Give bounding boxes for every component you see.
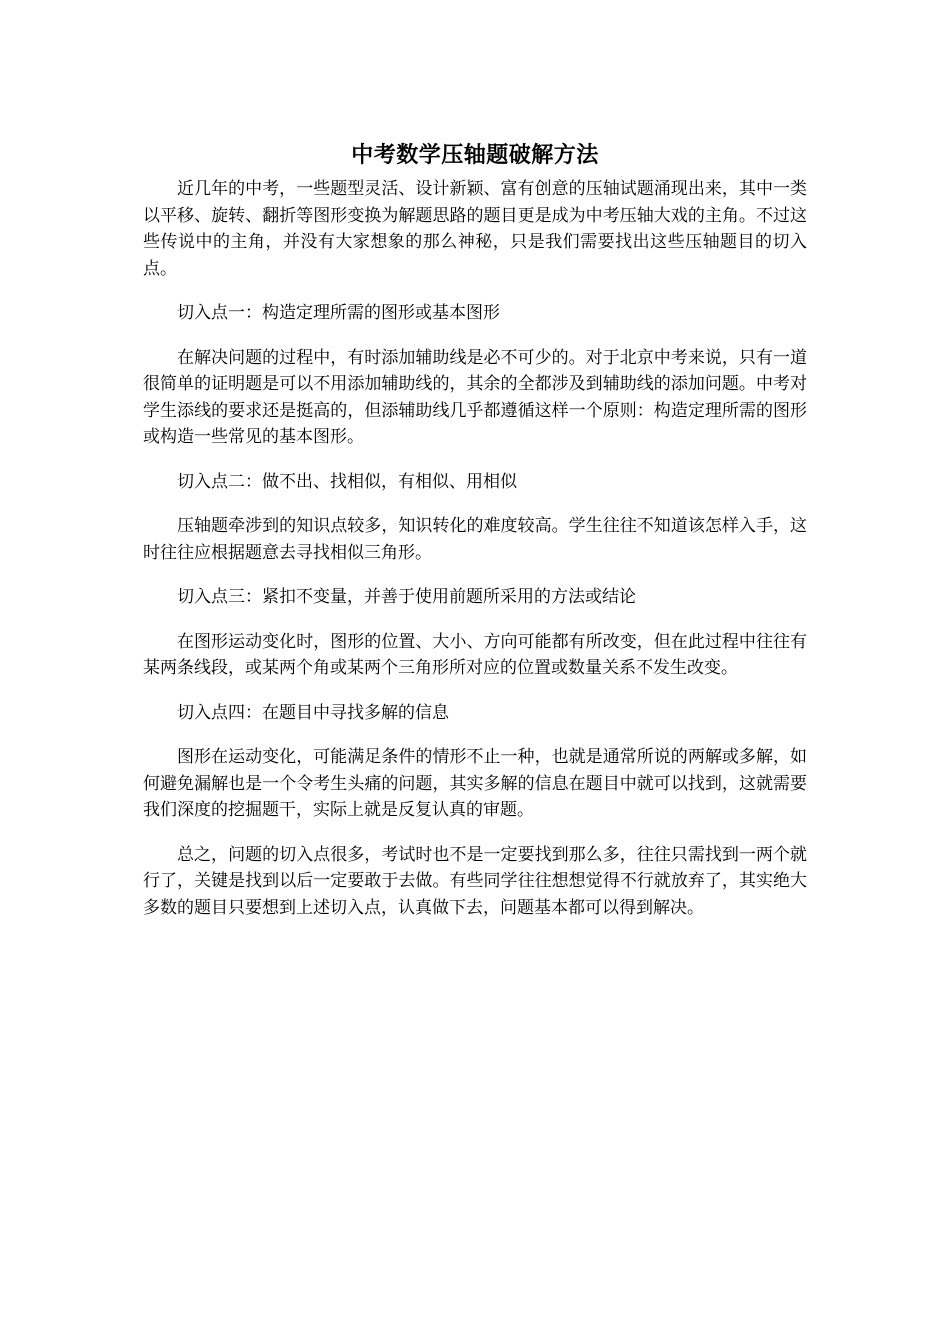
section-heading-3: 切入点三：紧扣不变量，并善于使用前题所采用的方法或结论 xyxy=(177,587,636,607)
spacer xyxy=(143,327,807,345)
conclusion-paragraph: 总之，问题的切入点很多，考试时也不是一定要找到那么多，往往只需找到一两个就行了，关键是找到以后一定要敢于去做。有些同学往往想想觉得不行就放弃了，其实绝大多数的题目只要想到上述切入点，认真做下去，问题基本都可以得到解决。 xyxy=(143,844,807,918)
spacer xyxy=(143,824,807,842)
spacer xyxy=(143,682,807,700)
section-body-2: 压轴题牵涉到的知识点较多，知识转化的难度较高。学生往往不知道该怎样入手，这时往往应根据题意去寻找相似三角形。 xyxy=(143,516,807,563)
spacer xyxy=(143,282,807,300)
spacer xyxy=(143,566,807,584)
section-body-1: 在解决问题的过程中，有时添加辅助线是必不可少的。对于北京中考来说，只有一道很简单的证明题是可以不用添加辅助线的，其余的全都涉及到辅助线的添加问题。中考对学生添线的要求还是挺高的，但添辅助线几乎都遵循这样一个原则：构造定理所需的图形或构造一些常见的基本图形。 xyxy=(143,347,807,447)
spacer xyxy=(143,726,807,744)
section-body-4: 图形在运动变化，可能满足条件的情形不止一种，也就是通常所说的两解或多解，如何避免漏解也是一个令考生头痛的问题，其实多解的信息在题目中就可以找到，这就需要我们深度的挖掘题干，实际上就是反复认真的审题。 xyxy=(143,747,807,820)
section-heading-4: 切入点四：在题目中寻找多解的信息 xyxy=(177,702,449,723)
spacer xyxy=(143,611,807,629)
spacer xyxy=(143,451,807,469)
section-heading-1: 切入点一：构造定理所需的图形或基本图形 xyxy=(177,303,500,323)
section-body-3: 在图形运动变化时，图形的位置、大小、方向可能都有所改变，但在此过程中往往有某两条线段，或某两个角或某两个三角形所对应的位置或数量关系不发生改变。 xyxy=(143,631,807,678)
intro-paragraph: 近几年的中考，一些题型灵活、设计新颖、富有创意的压轴试题涌现出来，其中一类以平移、旋转、翻折等图形变换为解题思路的题目更是成为中考压轴大戏的主角。不过这些传说中的主角，并没有大家想象的那么神秘，只是我们需要找出这些压轴题目的切入点。 xyxy=(143,179,807,279)
spacer xyxy=(143,495,807,513)
document-title: 中考数学压轴题破解方法 xyxy=(351,142,599,168)
section-heading-2: 切入点二：做不出、找相似，有相似、用相似 xyxy=(177,471,517,492)
document-page xyxy=(143,140,807,921)
